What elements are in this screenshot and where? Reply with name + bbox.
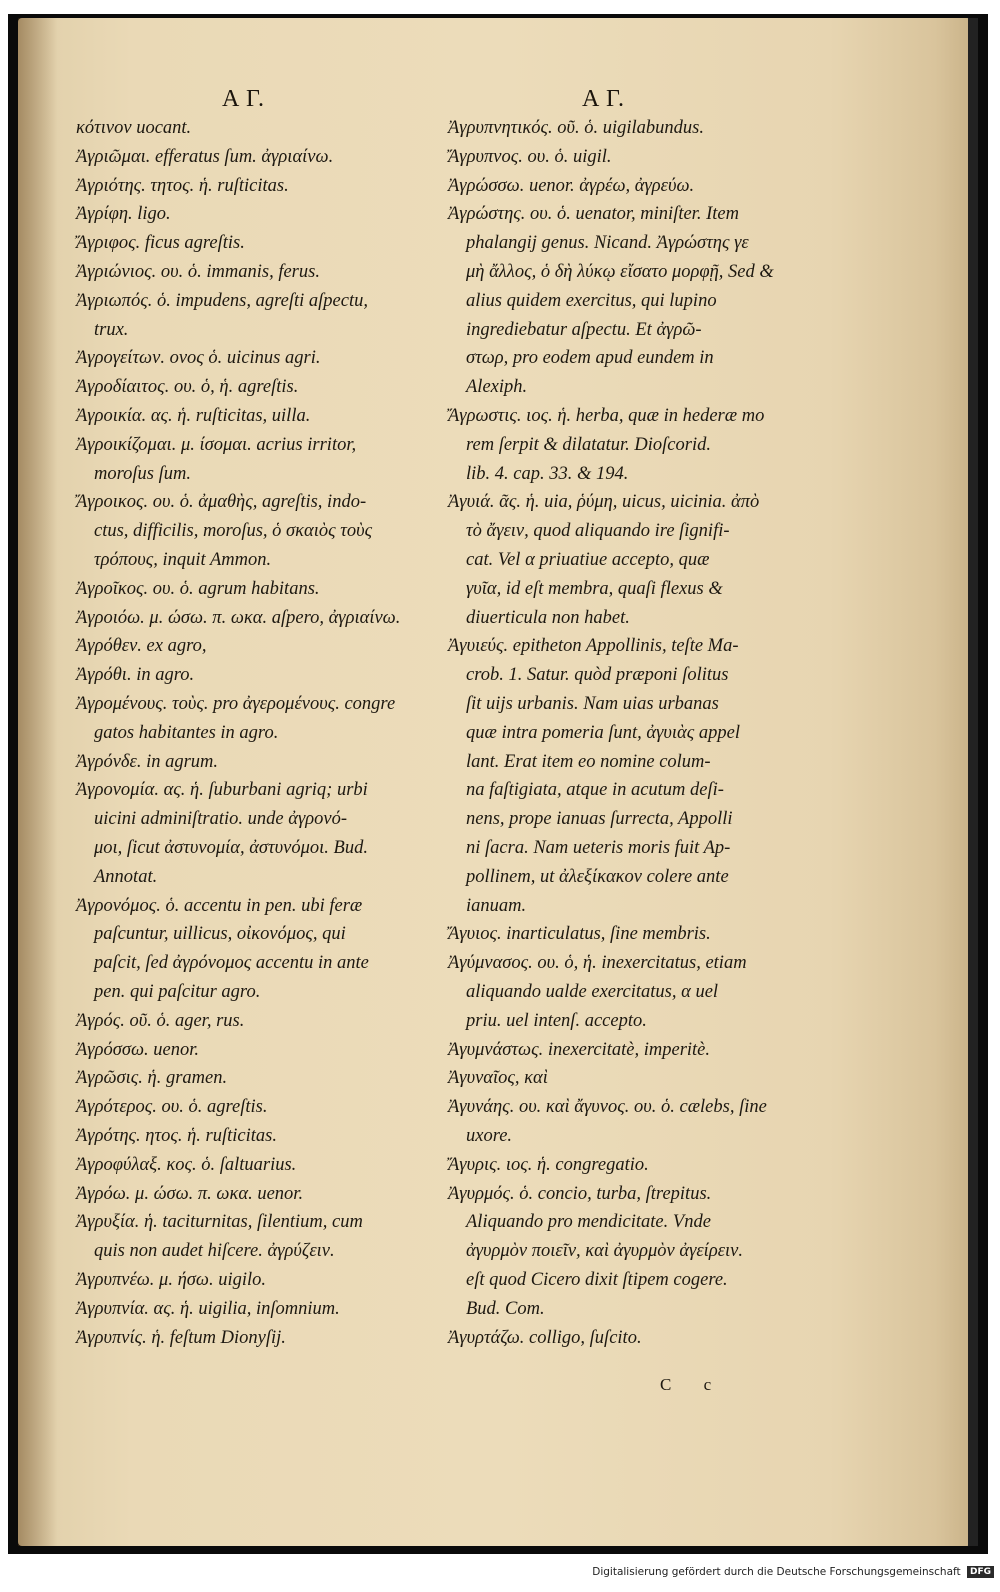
- dictionary-line: Ἀγρομένους. τοὺς. pro ἀγερομένους. congre: [76, 694, 396, 714]
- dictionary-line: lib. 4. cap. 33. & 194.: [466, 463, 629, 484]
- dictionary-line: Ἀγριωπός. ὁ. impudens, agreſti aſpectu,: [76, 290, 368, 311]
- dictionary-line: Ἀγρυπνία. ας. ἡ. uigilia, inſomnium.: [76, 1298, 340, 1319]
- dictionary-line: Ἀγροῖκος. ου. ὁ. agrum habitans.: [76, 578, 320, 599]
- dictionary-line: aliquando ualde exercitatus, α uel: [466, 982, 719, 1002]
- dictionary-line: Ἀγρόσσω. uenor.: [76, 1039, 200, 1060]
- dictionary-line: nens, prope ianuas ſurrecta, Appolli: [466, 809, 733, 830]
- dictionary-line: Ἀγροιόω. μ. ώσω. π. ωκα. aſpero, ἀγριαίνω.: [76, 607, 401, 628]
- dictionary-line: Ἀγρυπνητικός. οῦ. ὁ. uigilabundus.: [448, 118, 705, 138]
- dictionary-line: Ἀγρώστης. ου. ὁ. uenator, miniſter. Item: [448, 204, 739, 225]
- dictionary-line: Ἀγρόω. μ. ώσω. π. ωκα. uenor.: [76, 1183, 304, 1204]
- dictionary-line: Ἀγυναῖος, καὶ: [448, 1068, 548, 1089]
- dictionary-line: Ἀγρυπνίς. ἡ. feſtum Dionyſij.: [76, 1327, 286, 1348]
- dictionary-line: Ἀγρόνδε. in agrum.: [76, 751, 219, 772]
- right-running-header: Α Γ.: [582, 86, 625, 112]
- dictionary-line: Ἀγρονόμος. ὁ. accentu in pen. ubi feræ: [76, 895, 363, 916]
- signature-mark: C c: [660, 1375, 726, 1394]
- dictionary-line: μὴ ἄλλος, ὁ δὴ λύκῳ εἴσατο μορφῇ, Sed &: [466, 262, 774, 282]
- dictionary-line: ſit uijs urbanis. Nam uias urbanas: [466, 694, 719, 714]
- digitization-footer: [592, 1566, 994, 1578]
- dictionary-line: ctus, difficilis, moroſus, ὁ σκαιὸς τοὺς: [94, 521, 373, 542]
- dictionary-line: Ἀγροδίαιτος. ου. ὁ, ἡ. agreſtis.: [76, 377, 299, 398]
- dictionary-line: Ἄγρυπνος. ου. ὁ. uigil.: [448, 146, 612, 167]
- dictionary-line: Ἀγυρμός. ὁ. concio, turba, ſtrepitus.: [448, 1183, 712, 1204]
- dictionary-line: Ἄγρωστις. ιος. ἡ. herba, quæ in hederæ mo: [448, 406, 765, 426]
- dictionary-line: γυῖα, id eſt membra, quaſi flexus &: [466, 578, 723, 599]
- dictionary-line: Ἀγριῶμαι. efferatus ſum. ἀγριαίνω.: [76, 146, 334, 167]
- dictionary-line: Ἀγρότερος. ου. ὁ. agreſtis.: [76, 1097, 268, 1118]
- dictionary-line: uxore.: [466, 1126, 513, 1146]
- dictionary-line: cat. Vel α priuatiue accepto, quæ: [466, 550, 710, 570]
- dictionary-line: phalangij genus. Nicand. Ἀγρώστης γε: [466, 233, 749, 254]
- dictionary-line: na faſtigiata, atque in acutum deſi-: [466, 780, 724, 801]
- dictionary-line: Ἀγρογείτων. ονος ὁ. uicinus agri.: [76, 348, 321, 369]
- dictionary-line: Ἄγυρις. ιος. ἡ. congregatio.: [448, 1154, 649, 1175]
- dictionary-line: κότινον uocant.: [76, 118, 192, 138]
- dictionary-line: trux.: [94, 319, 129, 340]
- dictionary-line: rem ſerpit & dilatatur. Dioſcorid.: [466, 434, 711, 455]
- dictionary-line: Ἄγροικος. ου. ὁ. ἀμαθὴς, agreſtis, indo-: [76, 492, 367, 513]
- dictionary-line: στωρ, pro eodem apud eundem in: [466, 348, 714, 369]
- dictionary-line: Annotat.: [94, 866, 158, 887]
- dictionary-line: ingrediebatur aſpectu. Et ἀγρῶ-: [466, 319, 702, 340]
- dictionary-line: Ἀγυρτάζω. colligo, ſuſcito.: [448, 1327, 642, 1348]
- dictionary-line: priu. uel intenſ. accepto.: [466, 1010, 647, 1031]
- dictionary-line: μοι, ſicut ἀστυνομία, ἀστυνόμοι. Bud.: [94, 838, 368, 858]
- dictionary-line: Ἀγροικία. ας. ἡ. ruſticitas, uilla.: [76, 406, 311, 426]
- dictionary-line: ni ſacra. Nam ueteris moris fuit Ap-: [466, 838, 731, 858]
- dictionary-line: Ἀγρός. οῦ. ὁ. ager, rus.: [76, 1010, 245, 1031]
- dictionary-line: Ἀγροφύλαξ. κος. ὁ. ſaltuarius.: [76, 1154, 297, 1175]
- dictionary-line: crob. 1. Satur. quòd præponi ſolitus: [466, 665, 729, 686]
- dictionary-line: Aliquando pro mendicitate. Vnde: [466, 1212, 711, 1233]
- dictionary-line: ἀγυρμὸν ποιεῖν, καὶ ἀγυρμὸν ἀγείρειν.: [466, 1241, 743, 1262]
- dictionary-line: Ἀγρονομία. ας. ἡ. ſuburbani agriq; urbi: [76, 780, 368, 801]
- dictionary-line: paſcit, ſed ἀγρόνομος accentu in ante: [94, 953, 369, 974]
- dictionary-line: Ἀγρίφη. ligo.: [76, 204, 171, 225]
- dictionary-line: Ἄγυιος. inarticulatus, ſine membris.: [448, 924, 711, 945]
- dictionary-line: Ἀγρυπνέω. μ. ήσω. uigilo.: [76, 1270, 266, 1290]
- dictionary-line: Ἀγρόθεν. ex agro,: [76, 636, 207, 657]
- dictionary-line: ianuam.: [466, 895, 527, 916]
- dictionary-line: Ἀγυιά. ᾶς. ἡ. uia, ῥύμη, uicus, uicinia. ἀπὸ: [448, 492, 760, 513]
- left-running-header: Α Γ.: [222, 86, 265, 112]
- footer-text: Digitalisierung gefördert durch die Deutsche Forschungsgemeinschaft: [592, 1566, 961, 1578]
- dictionary-line: Ἀγύμνασος. ου. ὁ, ἡ. inexercitatus, etiam: [448, 953, 747, 974]
- dictionary-line: Ἀγρότης. ητος. ἡ. ruſticitas.: [76, 1126, 277, 1146]
- page-gutter-shadow: [18, 18, 58, 1546]
- dictionary-line: Ἀγρῶσις. ἡ. gramen.: [76, 1068, 228, 1089]
- dictionary-line: eſt quod Cicero dixit ſtipem cogere.: [466, 1270, 728, 1290]
- dictionary-line: pollinem, ut ἀλεξίκακον colere ante: [466, 866, 729, 887]
- dfg-logo: DFG: [967, 1566, 994, 1578]
- dictionary-line: τρόπους, inquit Ammon.: [94, 550, 272, 570]
- dictionary-line: Ἀγριώνιος. ου. ὁ. immanis, ferus.: [76, 262, 320, 282]
- dictionary-line: Ἀγρώσσω. uenor. ἀγρέω, ἀγρεύω.: [448, 175, 695, 196]
- dictionary-line: Bud. Com.: [466, 1298, 545, 1319]
- dictionary-line: Ἀγροικίζομαι. μ. ίσομαι. acrius irritor,: [76, 434, 357, 455]
- dictionary-line: Alexiph.: [466, 377, 528, 398]
- dictionary-line: Ἀγρόθι. in agro.: [76, 665, 195, 686]
- dictionary-line: Ἀγυιεύς. epitheton Appollinis, teſte Ma-: [448, 636, 739, 657]
- dictionary-line: Ἀγυνάης. ου. καὶ ἄγυνος. ου. ὁ. cælebs, ſine: [448, 1097, 767, 1118]
- page-edge: [968, 18, 978, 1546]
- dictionary-line: paſcuntur, uillicus, οἰκονόμος, qui: [94, 924, 346, 945]
- dictionary-line: moroſus ſum.: [94, 463, 191, 484]
- dictionary-line: quæ intra pomeria ſunt, ἀγυιὰς appel: [466, 722, 740, 743]
- dictionary-line: quis non audet hiſcere. ἀγρύζειν.: [94, 1241, 335, 1262]
- dictionary-line: Ἄγριφος. ficus agreſtis.: [76, 233, 245, 254]
- dictionary-line: uicini adminiſtratio. unde ἀγρονό-: [94, 809, 347, 830]
- dictionary-line: Ἀγυμνάστως. inexercitatè, imperitè.: [448, 1039, 711, 1060]
- dictionary-line: gatos habitantes in agro.: [94, 722, 279, 743]
- dictionary-line: τὸ ἄγειν, quod aliquando ire ſignifi-: [466, 521, 730, 542]
- dictionary-line: pen. qui paſcitur agro.: [94, 982, 261, 1002]
- dictionary-line: Ἀγρυξία. ἡ. taciturnitas, ſilentium, cum: [76, 1212, 363, 1233]
- dictionary-line: alius quidem exercitus, qui lupino: [466, 290, 717, 311]
- dictionary-line: Ἀγριότης. τητος. ἡ. ruſticitas.: [76, 175, 289, 196]
- dictionary-line: lant. Erat item eo nomine colum-: [466, 751, 711, 772]
- dictionary-line: diuerticula non habet.: [466, 607, 630, 628]
